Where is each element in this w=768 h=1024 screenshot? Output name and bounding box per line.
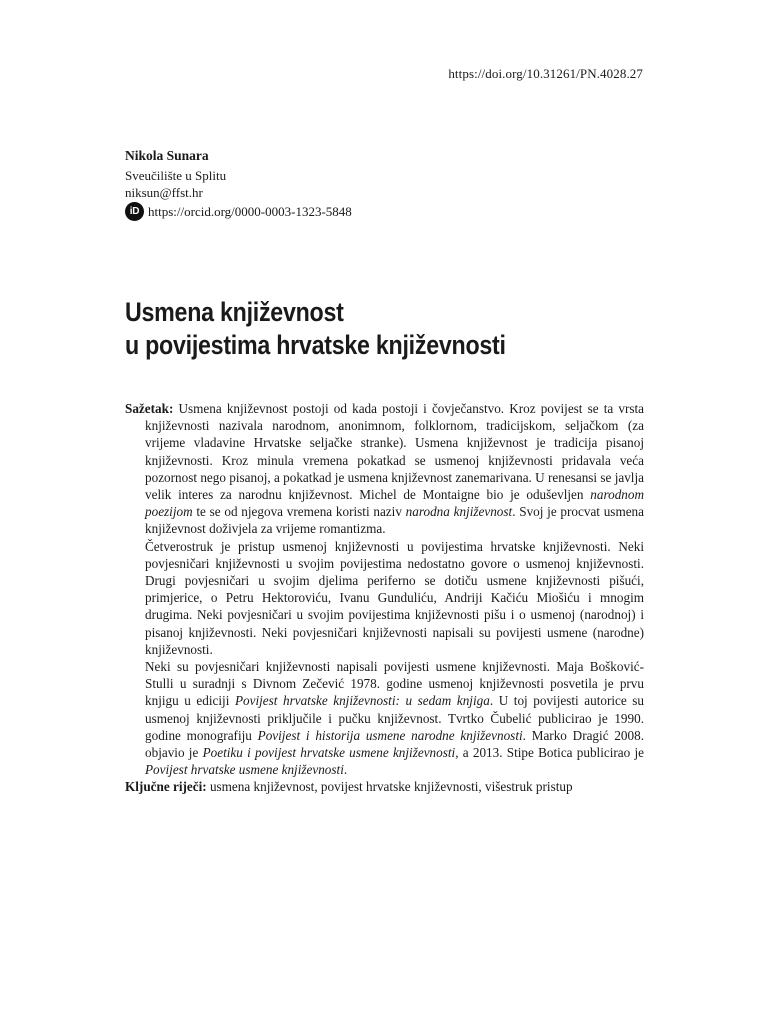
abstract-italic: narodna književnost — [405, 504, 513, 520]
title-line-1: Usmena književnost — [125, 297, 344, 327]
orcid-link[interactable]: https://orcid.org/0000-0003-1323-5848 — [148, 204, 352, 219]
title-line-2: u povijestima hrvatske književnosti — [125, 330, 506, 360]
author-block — [125, 147, 645, 221]
author-affiliation: Sveučilište u Splitu — [125, 168, 227, 183]
abstract-text: . Svoj je procvat usmena književnost doživjela za vrijeme romantizma. — [145, 504, 644, 537]
abstract-paragraph-1 — [125, 400, 644, 538]
doi-link[interactable]: https://doi.org/10.31261/PN.4028.27 — [448, 66, 643, 81]
abstract-paragraph-3 — [125, 658, 644, 778]
abstract-text: . Marko Dragić 2008. objavio je — [145, 727, 644, 761]
author-email[interactable]: niksun@ffst.hr — [125, 185, 203, 200]
abstract-italic: Povijest hrvatske književnosti: u sedam knjiga — [234, 693, 490, 709]
author-name: Nikola Sunara — [125, 148, 209, 163]
abstract-text: , a 2013. Stipe Botica publicirao je — [455, 745, 644, 761]
abstract-paragraph-2: Četverostruk je pristup usmenoj književnosti u povijestima hrvatske književnosti. Neki povjesničari književnosti u svojim povijestima nedostatno govore o usmenoj književnosti. Drugi povjesničari u svojim djelima periferno se dotiču usmene književnosti pišući, primjerice, o Petru Hektoroviću, Ivanu Gunduliću, Andriji Kačiću Miošiću i mnogim drugima. Neki povjesničari u svojim povijestima književnosti pišu i o usmenoj (narodnoj) i pisanoj književnosti. Neki povjesničari književnosti napisali su povijesti usmene (narodne) književnosti. — [145, 538, 644, 657]
abstract-text: Usmena književnost postoji od kada postoji i čovječanstvo. Kroz povijest se ta vrsta književnosti nazivala narodnom, anonimnom, folklornom, tradicijskom, seljačkom (za vrijeme vladavine Hrvatske seljačke stranke). Usmena književnost je tradicija pisanoj književnosti. Kroz minula vremena pokatkad se usmenoj književnosti pridavala veća pozornost nego pisanoj, a pokatkad je usmena književnost zanemarivana. U renesansi se javlja velik interes za narodnu književnost. Michel de Montaigne bio je oduševljen — [145, 401, 644, 503]
abstract-text: . U toj povijesti autorice su usmenoj književnosti priključile i pučku književnost. Tvrtko Čubelić publicirao je 1990. godine monografiju — [145, 693, 644, 743]
keywords-label: Ključne riječi: — [125, 779, 207, 795]
paper-title — [125, 296, 589, 362]
abstract-label: Sažetak: — [125, 401, 174, 416]
orcid-icon[interactable]: iD — [125, 202, 144, 221]
abstract — [125, 400, 644, 796]
orcid-row — [125, 202, 645, 221]
abstract-italic: Poetiku i povijest hrvatske usmene književnosti — [202, 745, 456, 761]
abstract-text: Neki su povjesničari književnosti napisali povijesti usmene književnosti. Maja Bošković-Stulli u suradnji s Divnom Zečević 1978. godine usmenoj književnosti posvetila je prvu knjigu u ediciji — [145, 659, 644, 709]
keywords-text: usmena književnost, povijest hrvatske književnosti, višestruk pristup — [206, 779, 573, 795]
abstract-italic: Povijest hrvatske usmene književnosti — [145, 762, 344, 778]
abstract-italic: Povijest i historija usmene narodne književnosti — [257, 727, 523, 743]
abstract-italic: narodnom poezijom — [145, 487, 644, 520]
abstract-text: . — [343, 762, 348, 778]
keywords — [125, 778, 644, 795]
abstract-text: te se od njegova vremena koristi naziv — [192, 504, 406, 520]
